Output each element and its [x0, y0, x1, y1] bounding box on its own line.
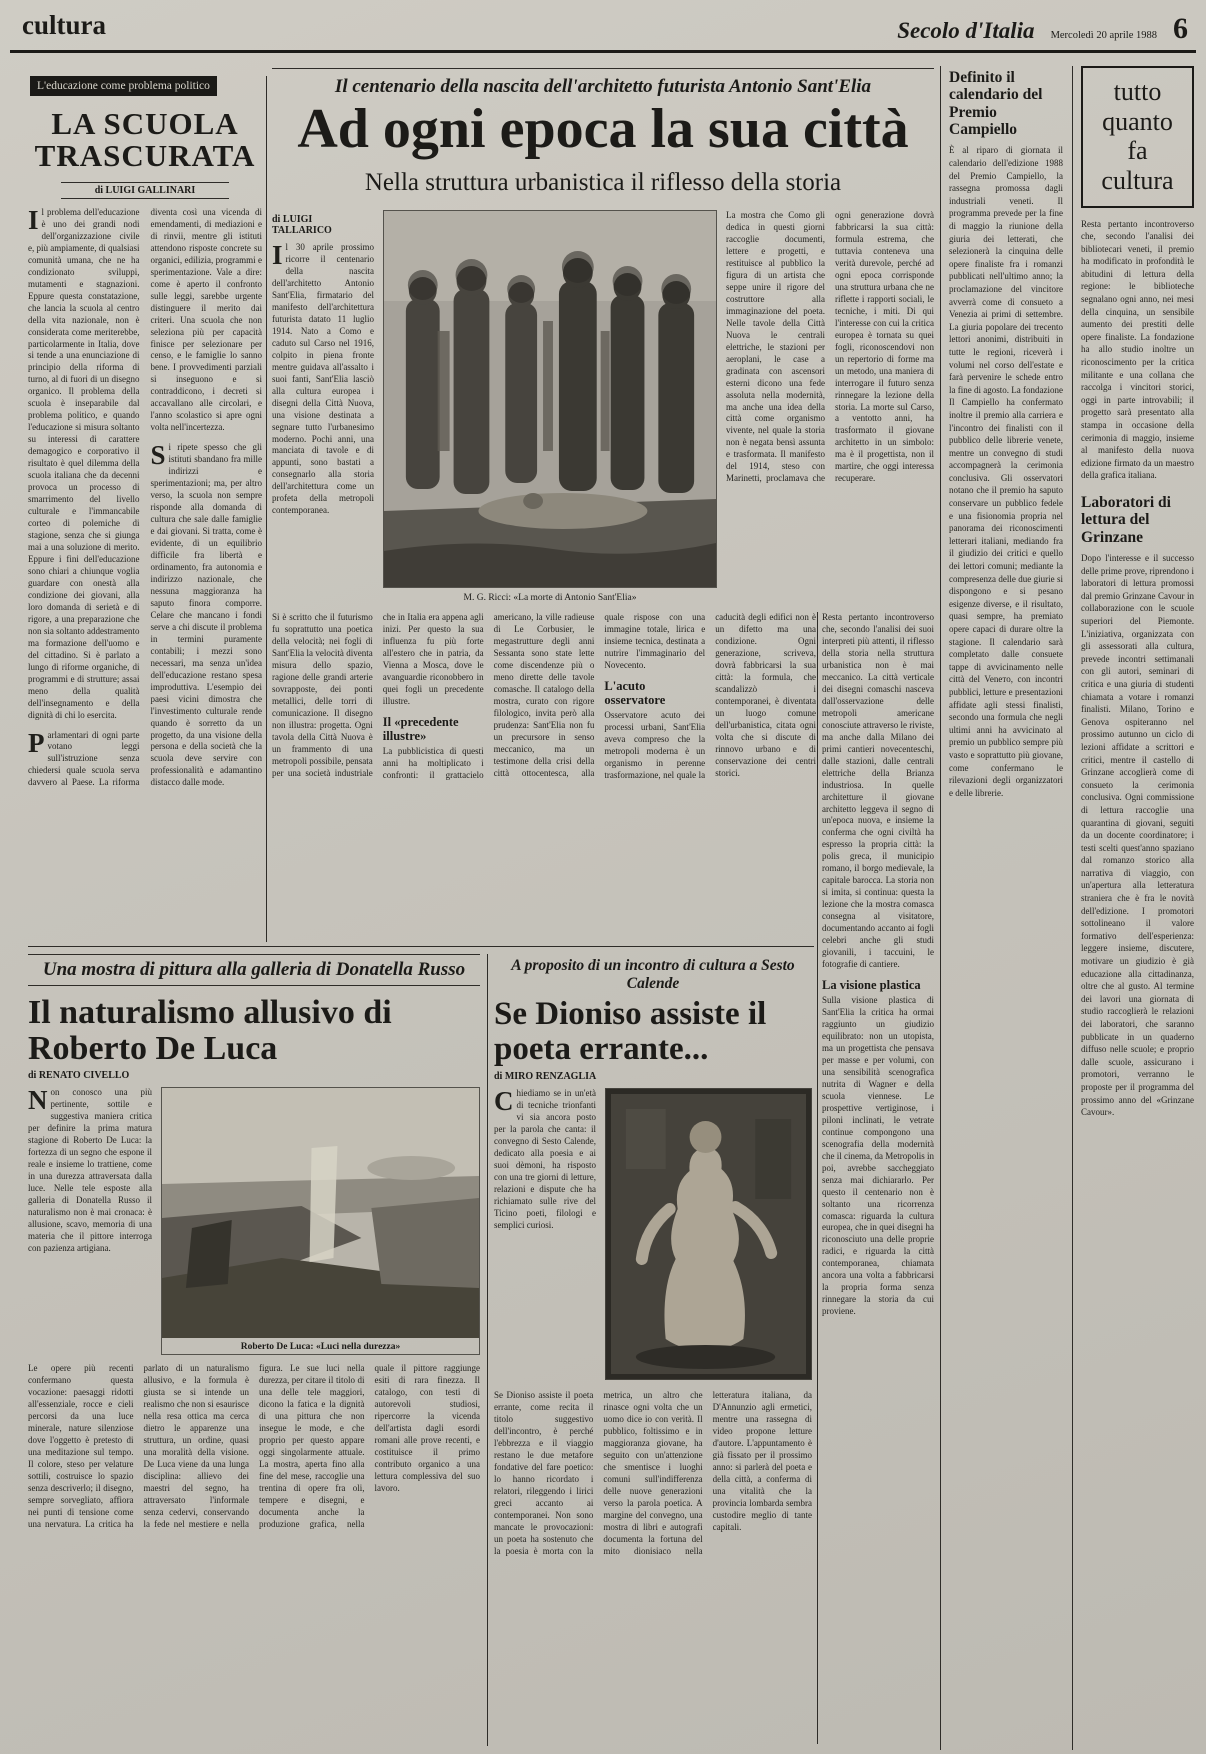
article-santelia-subhead: Nella struttura urbanistica il riflesso della storia: [364, 169, 842, 196]
article-santelia-body-mid: La pubblicistica di questi anni ha moltiplicato i confronti: il grattacielo americano, la ville radieuse di Le Corbusier, le megastrutture degli anni Sessanta sono state lette come discendenze più o meno dirette delle tavole comasche. Il catalogo della mostra, curato con rigore filologico, invita però alla prudenza: Sant'Elia non fu un precursore in senso meccanico, ma un testimone della crisi della città ottocentesca, alla quale rispose con una immagine totale, lirica e insieme tecnica, destinata a nutrire l'immaginario del Novecento.: [382, 612, 706, 780]
article-santelia-tall-column: [822, 612, 934, 1744]
column-rule-mostra-dioniso: [487, 954, 488, 1746]
sidebar-column-campiello: [949, 66, 1063, 1750]
article-scuola-paragraph: Si ripete spesso che gli istituti sbandano fra mille indirizzi e sperimentazioni; ma, per altro verso, la scuola non sempre risponde alla domanda di cultura che sale dalle famiglie e dai giovani. Si tratta, come è evidente, di un equilibrio difficile fra libertà e ordinamento, fra autonomia e indirizzo nazionale, che nessuna maggioranza ha saputo finora comporre. Celare che mancano i fondi serve a chi discute il problema in termini puramente contabili; i mezzi sono necessari, ma senza un'idea dell'educazione restano spesa improduttiva. L'esempio dei paesi vicini dimostra che l'investimento culturale rende quando è sorretto da un progetto, da una visione della persona e della società che la scuola deve servire con professionalità e adamantino distacco dalle mode.: [150, 440, 262, 788]
tutto-box-line: quanto: [1102, 106, 1173, 136]
article-dioniso-body: Se Dioniso assiste il poeta errante, come recita il titolo suggestivo dell'incontro, è perché l'ebbrezza e il viaggio restano le due metafore fondative del fare poetico: lo hanno ricordato i relatori, rileggendo i lirici greci accanto ai contemporanei. Non sono mancate le provocazioni: un poeta ha sostenuto che la poesia è morta con la metrica, un altro che rinasce ogni volta che un uomo dice io con verità. Il pubblico, foltissimo e in maggioranza giovane, ha seguito con un'attenzione che smentisce i luoghi comuni sull'indifferenza delle nuove generazioni verso la parola poetica. A margine del convegno, una mostra di libri e autografi documenta la fortuna del mito dionisiaco nella letteratura italiana, da D'Annunzio agli ermetici, mentre una rassegna di video propone letture d'autore. L'appuntamento è già fissato per il prossimo anno: si parlerà del poeta e della città, a conferma di una vitalità che la provincia lombarda sembra custodire meglio di tante capitali.: [494, 1389, 812, 1556]
article-dioniso-intro: Chiediamo se in un'età di tecniche trionfanti vi sia ancora posto per la parola che canta: il convegno di Sesto Calende, dedicato alla poesia e ai suoi dèmoni, ha risposto con una tre giorni di letture, relazioni e dispute che ha richiamato sulle rive del Ticino poeti, filologi e semplici curiosi.: [494, 1087, 596, 1230]
campiello-body: È al riparo di giornata il calendario dell'edizione 1988 del Premio Campiello, la rassegna promossa dagli industriali veneti. Il programma prevede per la fine di maggio la riunione della giuria dei letterati, che selezionerà la cinquina delle opere finaliste fra i romanzi pubblicati nell'ultimo anno; la proclamazione del vincitore avverrà come di consueto a Venezia ai primi di settembre. La giuria popolare dei trecento lettori anonimi, distribuiti in tutte le regioni, riceverà i volumi nel corso dell'estate e farà pervenire le schede entro la fine di agosto. La fondazione Il Campiello ha confermato inoltre il premio alla carriera e l'incontro dei finalisti con il pubblico delle librerie venete, mentre un convegno di studi accompagnerà la cerimonia conclusiva. Gli osservatori notano che il premio ha saputo conservare un pubblico fedele e una fisionomia propria nel panorama dei riconoscimenti letterari italiani, mediando fra il giudizio dei critici e quello dei lettori comuni; mediante la compresenza delle due giurie si dispongono e si pesano esigenze diverse, e il risultato, quasi sempre, ha premiato opere capaci di durare oltre la stagione. Il calendario sarà completato dalle consuete tappe di avvicinamento nelle città del Venето, con incontri pubblici, letture e presentazioni affidate agli stessi finalisti, secondo una formula che negli ultimi anni ha avvicinato al premio un pubblico sempre più vasto e soprattutto più giovane, come confermano le rilevazioni degli organizzatori e delle librerie.: [949, 145, 1063, 798]
article-scuola-paragraph: Parlamentari di ogni parte votano leggi sull'istruzione senza chiedersi quale scuola serva davvero al Paese. La riforma diventa così una vicenda di emendamenti, di mediazioni e di rinvii, mentre gli istituti attendono risposte concrete su organici, edilizia, programmi e sperimentazione. Vale a dire: come è aperto il confronto sulle leggi, sarebbe urgente distinguere il merito dai criteri. Una scuola che non seleziona più per capacità finisce per selezionare per censo, e le famiglie lo sanno bene. I provvedimenti parziali si inseguono e si contraddicono, i decreti si accavallano alle circolari, e l'anno scolastico si apre ogni volta nell'incertezza.: [28, 206, 262, 788]
deluca-painting-svg: [162, 1088, 479, 1338]
article-deluca-intro: Non conosco una più pertinente, sottile e suggestiva maniera critica per definire la prima matura stagione di Roberto De Luca: la fortezza di un segno che espone il reale e insieme lo trattiene, come in una durezza attraversata dalla luce. Nelle tele esposte alla galleria di Donatella Russo il naturalismo non è mai cronaca: è allusione, scavo, memoria di una materia che il pittore interroga con pazienza artigiana.: [28, 1087, 152, 1253]
masthead-right: [897, 12, 1188, 46]
sidebar-column-right: [1072, 66, 1194, 1750]
campiello-body-continued: Resta pertanto incontroverso che, secondo l'analisi dei bibliotecari veneti, il premio ha modificato in profondità le abitudini di lettura della regione: le biblioteche segnalano ogni anno, nei mesi della cinquina, un sensibile aumento dei prestiti delle opere finaliste. La fondazione ha allo studio inoltre un riconoscimento per la critica militante e una collana che raccolga i vincitori storici, oggi in parte introvabili; il progetto sarà presentato alla stampa in occasione della cerimonia di maggio, insieme al manifesto della nuova edizione firmato da un maestro della grafica italiana.: [1081, 218, 1194, 481]
article-scuola-headline: LA SCUOLA TRASCURATA: [34, 106, 256, 173]
issue-date: Mercoledì 20 aprile 1988: [1050, 30, 1157, 41]
article-scuola: [28, 76, 262, 940]
article-deluca-body: Le opere più recenti confermano questa vocazione: paesaggi ridotti all'essenziale, rocce e cieli percorsi da una luce minerale, nature silenziose dove l'oggetto è pretesto di una meditazione sul tempo. Il colore, steso per velature sottili, costruisce lo spazio senza descriverlo; il disegno, sempre sorvegliato, affiora nei punti di tensione come una nervatura. La critica ha parlato di un naturalismo allusivo, e la formula è giusta se si intende un realismo che non si esaurisce nella resa ottica ma cerca dietro le apparenze una struttura, un ordine, quasi una moralità della visione. De Luca viene da una lunga disciplina: allievo dei maestri del segno, ha attraversato l'informale senza cedervi, conservando la fede nel mestiere e nella figura. Le sue luci nella durezza, per citare il titolo di una delle tele maggiori, dicono la fatica e la dignità di una pittura che non insegue le mode, e che proprio per questo appare oggi singolarmente attuale. La mostra, aperta fino alla fine del mese, raccoglie una trentina di opere fra oli, tempere e disegni, e documenta anche la produzione grafica, nella quale il pittore raggiunge esiti di rara finezza. Il catalogo, con testi di autorevoli studiosi, ripercorre la vicenda dell'artista dagli esordi romani alle prove recenti, e costituisce il primo contributo organico a una lettura complessiva del suo lavoro.: [28, 1363, 480, 1529]
santelia-painting-image: [383, 210, 717, 588]
sidebar: [940, 66, 1194, 1750]
tutto-box-line: cultura: [1101, 165, 1174, 195]
article-santelia-body-tall: Sulla visione plastica di Sant'Elia la critica ha ormai raggiunto un giudizio equilibrato: non un utopista, ma un progettista che pensava per masse e per volumi, con una sensibilità scenografica nutrita di Wagner e della scuola viennese. Le prospettive vertiginose, i piloni inclinati, le vetrate continue compongono una scenografia della modernità che il cinema, da Metropolis in poi, avrebbe saccheggiato senza mai dichiararlo. Per questo il centenario non è soltanto una ricorrenza comasca: riguarda la cultura europea, che in quei disegni ha riconosciuto una delle proprie radici, e riguarda la città contemporanea, chiamata ancora una volta a fabbricarsi la propria forma senza rinnegare la storia da cui proviene.: [822, 995, 934, 1317]
paper-title: Secolo d'Italia: [897, 18, 1035, 43]
article-santelia-crosshead-osservatore: L'acuto osservatore: [604, 678, 666, 707]
article-santelia-headline: Ad ogni epoca la sua città: [297, 98, 909, 160]
dioniso-painting-svg: [606, 1089, 811, 1379]
masthead-rule: [10, 50, 1196, 53]
article-dioniso-kicker: A proposito di un incontro di cultura a Sesto Calende: [511, 957, 795, 992]
article-dioniso: [494, 954, 812, 1746]
article-santelia-body-mid: Si è scritto che il futurismo fu soprattutto una poetica della velocità; nei fogli di Sant'Elia la velocità diventa misura dello spazio, ragione delle grandi arterie sovrapposte, dei ponti metallici, delle torri di comunicazione. Il disegno non illustra: progetta. Ogni tavola della Città Nuova è un frammento di una metropoli possibile, pensata per una società industriale che in Italia era appena agli inizi. Per questo la sua influenza fu più forte all'estero che in patria, da Vienna a Mosca, dove le avanguardie riconobbero in quei fogli un precedente illustre.: [272, 612, 484, 778]
article-dioniso-headline: Se Dioniso assiste il poeta errante...: [494, 996, 767, 1067]
tutto-quanto-fa-cultura-box: [1081, 66, 1194, 208]
article-santelia-body-tall: Resta pertanto incontroverso che, secondo l'analisi dei suoi interpreti più attenti, il riflesso della storia nella struttura urbanistica non è mai meccanico. La città verticale dei disegni comaschi nasceva dall'osservazione delle metropoli americane conosciute attraverso le riviste, ma anche dalla Milano dei primi cantieri novecenteschi, dalle stazioni, dalle centrali elettriche della Brianza industriosa. In quelle architetture il giovane architetto leggeva il segno di un'epoca nuova, e insieme la conferma che ogni civiltà ha espresso la propria città: la polis greca, il municipio romano, il borgo medievale, la capitale barocca. La storia non si imita, si continua: questa la lezione che la mostra comasca consegna al visitatore, documentando accanto ai fogli celebri anche gli studi giovanili, i taccuini, le fotografie di cantiere.: [822, 612, 934, 970]
santelia-image-caption: M. G. Ricci: «La morte di Antonio Sant'Elia»: [463, 593, 637, 603]
article-dioniso-byline: di MIRO RENZAGLIA: [494, 1070, 597, 1082]
campiello-headline: Definito il calendario del Premio Campiello: [949, 69, 1043, 139]
article-deluca: [28, 954, 480, 1746]
article-santelia-kicker: Il centenario della nascita dell'architetto futurista Antonio Sant'Elia: [334, 76, 872, 97]
section-rule-bottom: [28, 946, 814, 947]
article-deluca-kicker: Una mostra di pittura alla galleria di Donatella Russo: [28, 954, 480, 986]
article-santelia-crosshead-precedente: Il «precedente illustre»: [382, 714, 459, 743]
article-santelia-body-mid: Osservatore acuto dei processi urbani, Sant'Elia aveva compreso che la metropoli moderna è un organismo in perenne trasformazione, nel quale la caducità degli edifici non è un difetto ma una condizione. Ogni generazione, scriveva, dovrà fabbricarsi la sua città: la formula, che scandalizzò i contemporanei, è diventata un luogo comune dell'urbanistica, citata ogni volta che si discute di rinnovo urbano e di conservazione dei centri storici.: [604, 612, 816, 780]
column-rule-left: [266, 76, 267, 942]
article-santelia-intro: Il 30 aprile prossimo ricorre il centenario della nascita dell'architetto Antonio Sant'Elia, firmatario del manifesto dell'architettura futurista datato 11 luglio 1914. Nato a Como e caduto sul Carso nel 1916, colpito in piena fronte mentre guidava all'assalto i suoi fanti, Sant'Elia lasciò alla cultura europea i disegni della Città Nuova, una visione destinata a segnare tutto l'urbanesimo moderno. Pochi anni, una manciata di tavole e di appunti, sono bastati a consegnarlo alla storia dell'architettura come un profeta della metropoli contemporanea.: [272, 240, 374, 516]
tutto-box-line: tutto: [1113, 77, 1162, 106]
article-scuola-byline: di LUIGI GALLINARI: [61, 182, 229, 199]
santelia-painting-svg: [384, 211, 716, 587]
tutto-box-line: fa: [1127, 136, 1148, 166]
deluca-painting-image: [161, 1087, 480, 1355]
article-santelia-byline: di LUIGI TALLARICO: [272, 214, 332, 236]
article-santelia-body-right: La mostra che Como gli dedica in questi giorni raccoglie documenti, lettere e progetti, e restituisce al pubblico la figura di un artista che seppe unire il rigore del costruttore alla immaginazione del poeta. Nelle tavole della Città Nuova le centrali elettriche, le stazioni per aeroplani, le case a gradinata con ascensori esterni dicono una fede assoluta nella modernità, ma anche una idea della città come organismo vivente, nel quale la storia non è negata bensì assunta e trasformata. Il manifesto del 1914, steso con Marinetti, proclamava che ogni generazione dovrà fabbricarsi la sua città: formula estrema, che tuttavia conteneva una verità durevole, perché ad ogni epoca corrisponde una struttura urbana che ne riflette i rapporti sociali, le tecniche, i miti. Di qui l'interesse con cui la critica europea è tornata su quei fogli, riconoscendovi non un repertorio di forme ma un metodo, una maniera di interrogare il futuro senza rinnegare la lezione della storia. La morte sul Carso, a ventotto anni, ha trasformato il giovane architetto in un simbolo: ma è il progettista, non il martire, che oggi interessa recuperare.: [726, 210, 934, 484]
article-deluca-headline: Il naturalismo allusivo di Roberto De Luca: [28, 994, 392, 1067]
section-title: cultura: [22, 10, 106, 40]
article-scuola-kicker: L'educazione come problema politico: [30, 76, 217, 96]
article-deluca-byline: di RENATO CIVELLO: [28, 1070, 130, 1082]
grinzane-headline: Laboratori di lettura del Grinzane: [1081, 493, 1171, 546]
grinzane-body: Dopo l'interesse e il successo delle prime prove, riprendono i laboratori di lettura promossi dal premio Grinzane Cavour in collaborazione con le scuole superiori del Piemonte. L'iniziativa, organizzata con gli assessorati alla cultura, prevede incontri settimanali con gli autori, seminari di critica e una giuria di studenti chiamata a votare i romanzi finalisti. Milano, Torino e Genova ospiteranno nel prossimo autunno un ciclo di lezioni affidate a scrittori e critici, mentre il castello di Grinzane accoglierà come di consueto la cerimonia conclusiva. Ogni commissione di lettura raccoglie una quarantina di giovani, seguiti da un docente coordinatore; i testi scelti quest'anno spaziano dal romanzo storico alla narrativa di viaggio, con un'apertura alla letteratura straniera che è fra le novità dell'edizione. I promotori sottolineano il valore formativo dell'esperienza: leggere insieme, discutere, motivare un giudizio è già educazione alla cittadinanza, oltre che al gusto. Al termine dei lavori una giornata di studio raccoglierà le relazioni dei laboratori, che saranno pubblicate in un quaderno diffuso nelle scuole; e proprio dalle scuole, assicurano i promotori, verranno le proposte per il programma del prossimo anno del «Grinzane Cavour».: [1081, 553, 1194, 1118]
article-scuola-paragraph: Il problema dell'educazione è uno dei grandi nodi dell'organizzazione civile e, più ampiamente, di qualsiasi comunità umana, che ne ha condizionato sviluppi, mutamenti e stagnazioni. Eppure questa constatazione, che lancia la scuola al centro della vita nazionale, non è considerata come meriterebbe, particolarmente in Italia, dove si tende a una enunciazione di principio della riforma di turno, al di fuori di un disegno organico. Il problema della scuola è inseparabile dal problema politico, e quando l'educazione si misura soltanto su interessi di carattere demagogico e corporativo il risultato è quel dilemma della scuola italiana che da decenni provoca un processo di smarrimento del livello culturale e l'immancabile corteo di polemiche di stagione, senza che si giunga mai a una soluzione di merito. Eppure i fini dell'educazione sono chiari a chiunque voglia guardare con onestà alla condizione dei giovani, alla loro domanda di serietà e di rigore, a una preparazione che non sia soltanto addestramento ma formazione dell'uomo e del cittadino. Si è parlato a lungo di riforme organiche, di programmi e di strutture; assai meno della qualità dell'insegnamento e della dignità di chi lo esercita.: [28, 206, 140, 720]
dioniso-painting-image: [605, 1088, 812, 1380]
page-number: 6: [1173, 12, 1188, 45]
deluca-image-caption: Roberto De Luca: «Luci nella durezza»: [240, 1342, 401, 1353]
article-santelia-crosshead-visione: La visione plastica: [822, 978, 921, 993]
